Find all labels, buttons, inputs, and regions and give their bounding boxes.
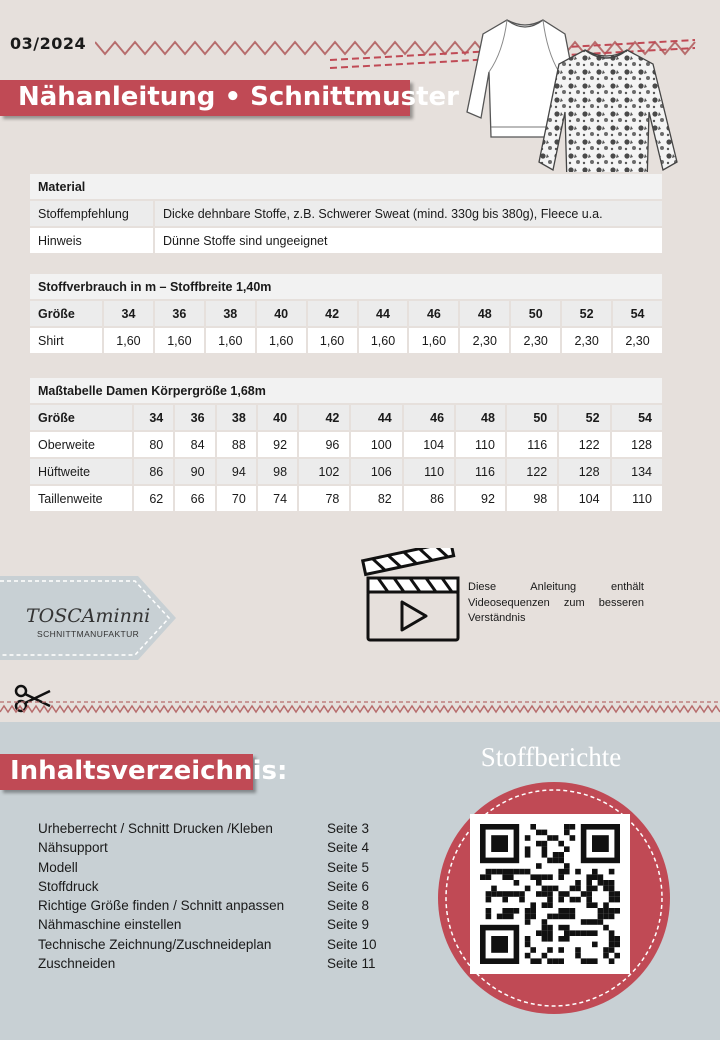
material-value: Dünne Stoffe sind ungeeignet xyxy=(154,227,663,254)
size-cell: 40 xyxy=(257,404,298,431)
size-cell: 46 xyxy=(403,404,455,431)
table-row xyxy=(29,327,663,354)
material-caption: Material xyxy=(29,173,663,200)
size-cell: 52 xyxy=(558,404,610,431)
issue-date: 03/2024 xyxy=(10,34,87,53)
value-cell: 86 xyxy=(133,458,174,485)
material-label: Hinweis xyxy=(29,227,154,254)
size-cell: 38 xyxy=(205,300,256,327)
row-label: Oberweite xyxy=(29,431,133,458)
table-row xyxy=(29,458,663,485)
qr-code[interactable] xyxy=(436,780,672,1016)
toc-item-label: Urheberrecht / Schnitt Drucken /Kleben xyxy=(38,821,273,836)
toc-item-label: Zuschneiden xyxy=(38,956,116,972)
value-cell: 62 xyxy=(133,485,174,512)
size-cell: 42 xyxy=(307,300,358,327)
toc-item-label: Nähmaschine einstellen xyxy=(38,917,182,933)
toc-item-page: Seite 11 xyxy=(327,956,376,972)
value-cell: 1,60 xyxy=(154,327,205,354)
value-cell: 90 xyxy=(174,458,215,485)
brand-subtitle: SCHNITTMANUFAKTUR xyxy=(37,629,140,639)
value-cell: 70 xyxy=(216,485,257,512)
value-cell: 66 xyxy=(174,485,215,512)
value-cell: 1,60 xyxy=(103,327,154,354)
value-cell: 1,60 xyxy=(408,327,459,354)
value-cell: 2,30 xyxy=(510,327,561,354)
size-cell: 52 xyxy=(561,300,612,327)
value-cell: 106 xyxy=(350,458,402,485)
material-label: Stoffempfehlung xyxy=(29,200,154,227)
toc-item-page: Seite 8 xyxy=(327,898,370,914)
size-cell: 34 xyxy=(133,404,174,431)
value-cell: 96 xyxy=(298,431,350,458)
size-cell: 48 xyxy=(455,404,506,431)
measures-caption: Maßtabelle Damen Körpergröße 1,68m xyxy=(29,377,663,404)
fabric-consumption-table xyxy=(28,272,664,355)
table-row xyxy=(29,200,663,227)
toc-item-page: Seite 5 xyxy=(327,859,370,875)
value-cell: 92 xyxy=(257,431,298,458)
value-cell: 122 xyxy=(558,431,610,458)
size-cell: 34 xyxy=(103,300,154,327)
value-cell: 110 xyxy=(611,485,663,512)
toc-item-page: Seite 6 xyxy=(327,878,370,894)
toc-item-label: Stoffdruck xyxy=(38,878,99,894)
toc-item-page: Seite 4 xyxy=(327,840,370,856)
value-cell: 102 xyxy=(298,458,350,485)
video-note: Diese Anleitung enthält Videosequenzen zum besseren Verständnis xyxy=(468,581,644,624)
value-cell: 1,60 xyxy=(358,327,409,354)
material-caption-row xyxy=(29,173,663,200)
measures-caption-row xyxy=(29,377,663,404)
material-value: Dicke dehnbare Stoffe, z.B. Schwerer Sweat (mind. 330g bis 380g), Fleece u.a. xyxy=(154,200,663,227)
size-cell: 48 xyxy=(459,300,510,327)
value-cell: 1,60 xyxy=(205,327,256,354)
row-label: Taillenweite xyxy=(29,485,133,512)
size-cell: 38 xyxy=(216,404,257,431)
value-cell: 104 xyxy=(558,485,610,512)
stoffberichte-title: Stoffberichte xyxy=(480,742,622,772)
value-cell: 98 xyxy=(506,485,558,512)
toc-item-page: Seite 3 xyxy=(327,821,370,836)
cut-line-stitch-decoration xyxy=(0,700,720,716)
value-cell: 82 xyxy=(350,485,402,512)
list-item[interactable] xyxy=(38,956,398,975)
value-cell: 116 xyxy=(506,431,558,458)
list-item[interactable] xyxy=(38,840,398,859)
size-cell: 42 xyxy=(298,404,350,431)
value-cell: 128 xyxy=(611,431,663,458)
toc-list xyxy=(38,821,398,975)
size-cell: 50 xyxy=(506,404,558,431)
size-header-row xyxy=(29,300,663,327)
value-cell: 2,30 xyxy=(612,327,663,354)
value-cell: 98 xyxy=(257,458,298,485)
list-item[interactable] xyxy=(38,821,398,840)
video-clapper-icon xyxy=(360,548,460,648)
size-header-label: Größe xyxy=(29,404,133,431)
value-cell: 1,60 xyxy=(307,327,358,354)
size-measurement-table xyxy=(28,376,664,513)
sweater-illustration-icon xyxy=(455,12,695,192)
value-cell: 88 xyxy=(216,431,257,458)
value-cell: 128 xyxy=(558,458,610,485)
value-cell: 104 xyxy=(403,431,455,458)
value-cell: 134 xyxy=(611,458,663,485)
size-header-row xyxy=(29,404,663,431)
value-cell: 2,30 xyxy=(459,327,510,354)
size-cell: 54 xyxy=(611,404,663,431)
value-cell: 78 xyxy=(298,485,350,512)
value-cell: 80 xyxy=(133,431,174,458)
value-cell: 110 xyxy=(403,458,455,485)
size-cell: 36 xyxy=(154,300,205,327)
material-table xyxy=(28,172,664,255)
value-cell: 110 xyxy=(455,431,506,458)
size-cell: 50 xyxy=(510,300,561,327)
toc-title-banner xyxy=(0,754,288,790)
size-cell: 44 xyxy=(350,404,402,431)
toc-item-label: Modell xyxy=(38,859,78,875)
value-cell: 122 xyxy=(506,458,558,485)
size-header-label: Größe xyxy=(29,300,103,327)
size-cell: 40 xyxy=(256,300,307,327)
row-label: Shirt xyxy=(29,327,103,354)
list-item[interactable] xyxy=(38,860,398,879)
title-banner xyxy=(0,80,459,116)
page-title: Nähanleitung • Schnittmuster xyxy=(18,82,459,112)
table-row xyxy=(29,227,663,254)
toc-item-label: Technische Zeichnung/Zuschneideplan xyxy=(38,936,272,952)
value-cell: 74 xyxy=(257,485,298,512)
value-cell: 86 xyxy=(403,485,455,512)
value-cell: 92 xyxy=(455,485,506,512)
list-item[interactable] xyxy=(38,879,398,898)
toc-item-page: Seite 9 xyxy=(327,917,370,933)
toc-item-label: Richtige Größe finden / Schnitt anpassen xyxy=(38,898,285,914)
value-cell: 2,30 xyxy=(561,327,612,354)
value-cell: 100 xyxy=(350,431,402,458)
table-row xyxy=(29,485,663,512)
size-cell: 36 xyxy=(174,404,215,431)
value-cell: 94 xyxy=(216,458,257,485)
row-label: Hüftweite xyxy=(29,458,133,485)
value-cell: 1,60 xyxy=(256,327,307,354)
toc-title: Inhaltsverzeichnis: xyxy=(10,756,288,786)
value-cell: 116 xyxy=(455,458,506,485)
value-cell: 84 xyxy=(174,431,215,458)
toc-item-label: Nähsupport xyxy=(38,840,108,856)
table-row xyxy=(29,431,663,458)
brand-logo xyxy=(0,572,180,668)
brand-name: TOSCAminni xyxy=(26,605,151,627)
toc-item-page: Seite 10 xyxy=(327,936,377,952)
size-cell: 54 xyxy=(612,300,663,327)
list-item[interactable] xyxy=(38,937,398,956)
consumption-caption-row xyxy=(29,273,663,300)
size-cell: 46 xyxy=(408,300,459,327)
size-cell: 44 xyxy=(358,300,409,327)
list-item[interactable] xyxy=(38,898,398,917)
list-item[interactable] xyxy=(38,917,398,936)
consumption-caption: Stoffverbrauch in m – Stoffbreite 1,40m xyxy=(29,273,663,300)
